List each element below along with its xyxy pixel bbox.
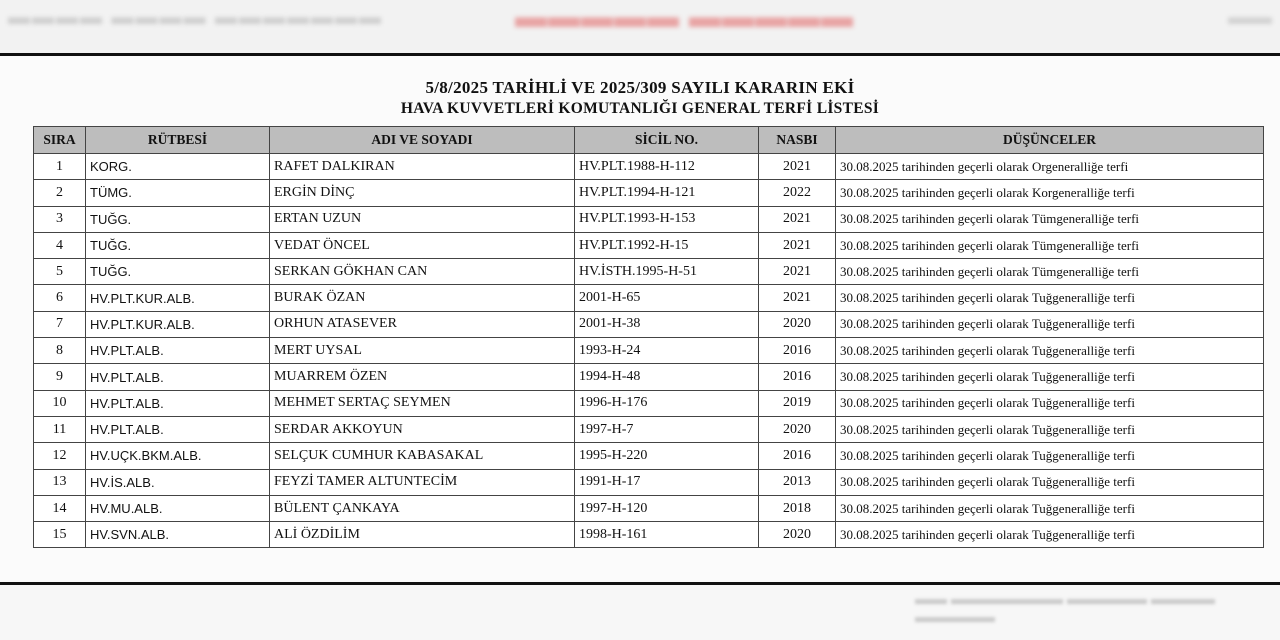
header-rutbesi: RÜTBESİ [86, 127, 270, 154]
cell-dusunceler: 30.08.2025 tarihinden geçerli olarak Tümgeneralliğe terfi [836, 259, 1264, 285]
cell-sira: 15 [34, 522, 86, 548]
cell-rutbe: HV.MU.ALB. [86, 495, 270, 521]
blurred-website-footer [0, 585, 1280, 640]
cell-sira: 7 [34, 311, 86, 337]
cell-nasbi: 2020 [759, 311, 836, 337]
table-row [34, 495, 1264, 521]
cell-sicil-no: 1991-H-17 [575, 469, 759, 495]
cell-dusunceler: 30.08.2025 tarihinden geçerli olarak Tuğgeneralliğe terfi [836, 285, 1264, 311]
cell-nasbi: 2021 [759, 285, 836, 311]
table-row [34, 206, 1264, 232]
cell-nasbi: 2013 [759, 469, 836, 495]
table-row [34, 364, 1264, 390]
blurred-header-text-right: ▬▬ [1228, 4, 1272, 29]
cell-dusunceler: 30.08.2025 tarihinden geçerli olarak Tuğgeneralliğe terfi [836, 364, 1264, 390]
cell-nasbi: 2016 [759, 364, 836, 390]
cell-sira: 6 [34, 285, 86, 311]
cell-rutbe: HV.İS.ALB. [86, 469, 270, 495]
cell-sira: 9 [34, 364, 86, 390]
table-row [34, 338, 1264, 364]
cell-adi-soyadi: SELÇUK CUMHUR KABASAKAL [270, 443, 575, 469]
cell-sicil-no: 1994-H-48 [575, 364, 759, 390]
cell-sicil-no: HV.PLT.1993-H-153 [575, 206, 759, 232]
cell-nasbi: 2021 [759, 259, 836, 285]
cell-dusunceler: 30.08.2025 tarihinden geçerli olarak Tuğgeneralliğe terfi [836, 416, 1264, 442]
cell-nasbi: 2020 [759, 522, 836, 548]
table-header-row [34, 127, 1264, 154]
table-row [34, 522, 1264, 548]
cell-nasbi: 2021 [759, 232, 836, 258]
cell-sicil-no: 1993-H-24 [575, 338, 759, 364]
cell-sira: 4 [34, 232, 86, 258]
cell-sicil-no: 2001-H-38 [575, 311, 759, 337]
table-row [34, 390, 1264, 416]
cell-dusunceler: 30.08.2025 tarihinden geçerli olarak Tuğgeneralliğe terfi [836, 338, 1264, 364]
cell-rutbe: HV.PLT.KUR.ALB. [86, 285, 270, 311]
cell-nasbi: 2020 [759, 416, 836, 442]
cell-sicil-no: 1996-H-176 [575, 390, 759, 416]
table-row [34, 469, 1264, 495]
header-sicil-no: SİCİL NO. [575, 127, 759, 154]
table-row [34, 443, 1264, 469]
cell-adi-soyadi: ALİ ÖZDİLİM [270, 522, 575, 548]
cell-sira: 14 [34, 495, 86, 521]
cell-adi-soyadi: ORHUN ATASEVER [270, 311, 575, 337]
blurred-header-text-left: ▬▬▬▬ ▬▬▬▬ ▬▬▬▬▬▬▬ [8, 4, 383, 29]
cell-dusunceler: 30.08.2025 tarihinden geçerli olarak Tuğgeneralliğe terfi [836, 522, 1264, 548]
cell-rutbe: HV.PLT.ALB. [86, 390, 270, 416]
cell-rutbe: TUĞG. [86, 232, 270, 258]
cell-nasbi: 2018 [759, 495, 836, 521]
cell-adi-soyadi: MEHMET SERTAÇ SEYMEN [270, 390, 575, 416]
cell-dusunceler: 30.08.2025 tarihinden geçerli olarak Tuğgeneralliğe terfi [836, 390, 1264, 416]
cell-adi-soyadi: FEYZİ TAMER ALTUNTECİM [270, 469, 575, 495]
cell-sira: 5 [34, 259, 86, 285]
cell-dusunceler: 30.08.2025 tarihinden geçerli olarak Korgeneralliğe terfi [836, 180, 1264, 206]
cell-adi-soyadi: RAFET DALKIRAN [270, 154, 575, 180]
cell-nasbi: 2022 [759, 180, 836, 206]
table-row [34, 154, 1264, 180]
cell-rutbe: HV.PLT.ALB. [86, 364, 270, 390]
cell-adi-soyadi: ERTAN UZUN [270, 206, 575, 232]
promotion-table [33, 126, 1264, 548]
cell-nasbi: 2021 [759, 206, 836, 232]
cell-sira: 8 [34, 338, 86, 364]
cell-rutbe: HV.PLT.KUR.ALB. [86, 311, 270, 337]
cell-nasbi: 2016 [759, 338, 836, 364]
cell-sira: 1 [34, 154, 86, 180]
cell-adi-soyadi: MUARREM ÖZEN [270, 364, 575, 390]
document-subtitle: HAVA KUVVETLERİ KOMUTANLIĞI GENERAL TERFİ LİSTESİ [400, 100, 880, 117]
blurred-footer-text: ▬▬ ▬▬▬▬▬▬▬ ▬▬▬▬▬ ▬▬▬▬ ▬▬▬▬▬ [915, 591, 1215, 626]
cell-adi-soyadi: BÜLENT ÇANKAYA [270, 495, 575, 521]
cell-sicil-no: 1997-H-7 [575, 416, 759, 442]
cell-sicil-no: HV.PLT.1992-H-15 [575, 232, 759, 258]
cell-rutbe: HV.PLT.ALB. [86, 338, 270, 364]
cell-adi-soyadi: VEDAT ÖNCEL [270, 232, 575, 258]
cell-rutbe: HV.SVN.ALB. [86, 522, 270, 548]
cell-adi-soyadi: SERDAR AKKOYUN [270, 416, 575, 442]
cell-sicil-no: 1995-H-220 [575, 443, 759, 469]
table-row [34, 259, 1264, 285]
cell-nasbi: 2016 [759, 443, 836, 469]
cell-dusunceler: 30.08.2025 tarihinden geçerli olarak Orgeneralliğe terfi [836, 154, 1264, 180]
document-scan [0, 56, 1280, 582]
cell-rutbe: KORG. [86, 154, 270, 180]
cell-sicil-no: 1998-H-161 [575, 522, 759, 548]
cell-sira: 10 [34, 390, 86, 416]
cell-sicil-no: 2001-H-65 [575, 285, 759, 311]
cell-sicil-no: 1997-H-120 [575, 495, 759, 521]
header-sira: SIRA [34, 127, 86, 154]
cell-dusunceler: 30.08.2025 tarihinden geçerli olarak Tuğgeneralliğe terfi [836, 469, 1264, 495]
table-row [34, 232, 1264, 258]
header-adi-soyadi: ADI VE SOYADI [270, 127, 575, 154]
cell-sira: 11 [34, 416, 86, 442]
cell-rutbe: HV.UÇK.BKM.ALB. [86, 443, 270, 469]
cell-dusunceler: 30.08.2025 tarihinden geçerli olarak Tümgeneralliğe terfi [836, 206, 1264, 232]
cell-sira: 12 [34, 443, 86, 469]
cell-dusunceler: 30.08.2025 tarihinden geçerli olarak Tuğgeneralliğe terfi [836, 311, 1264, 337]
cell-nasbi: 2021 [759, 154, 836, 180]
cell-adi-soyadi: ERGİN DİNÇ [270, 180, 575, 206]
header-nasbi: NASBI [759, 127, 836, 154]
header-dusunceler: DÜŞÜNCELER [836, 127, 1264, 154]
cell-dusunceler: 30.08.2025 tarihinden geçerli olarak Tümgeneralliğe terfi [836, 232, 1264, 258]
document-title: 5/8/2025 TARİHLİ VE 2025/309 SAYILI KARARIN EKİ [425, 78, 855, 97]
cell-sira: 2 [34, 180, 86, 206]
blurred-brand-logo: ▬▬▬▬▬ ▬▬▬▬▬ [515, 0, 854, 34]
cell-sira: 3 [34, 206, 86, 232]
cell-adi-soyadi: MERT UYSAL [270, 338, 575, 364]
table-row [34, 311, 1264, 337]
table-row [34, 180, 1264, 206]
cell-sira: 13 [34, 469, 86, 495]
cell-rutbe: HV.PLT.ALB. [86, 416, 270, 442]
cell-rutbe: TÜMG. [86, 180, 270, 206]
cell-dusunceler: 30.08.2025 tarihinden geçerli olarak Tuğgeneralliğe terfi [836, 495, 1264, 521]
cell-rutbe: TUĞG. [86, 206, 270, 232]
table-body [34, 154, 1264, 548]
table-row [34, 285, 1264, 311]
cell-sicil-no: HV.İSTH.1995-H-51 [575, 259, 759, 285]
cell-dusunceler: 30.08.2025 tarihinden geçerli olarak Tuğgeneralliğe terfi [836, 443, 1264, 469]
cell-sicil-no: HV.PLT.1988-H-112 [575, 154, 759, 180]
cell-adi-soyadi: SERKAN GÖKHAN CAN [270, 259, 575, 285]
cell-sicil-no: HV.PLT.1994-H-121 [575, 180, 759, 206]
cell-rutbe: TUĞG. [86, 259, 270, 285]
table-row [34, 416, 1264, 442]
blurred-website-header [0, 0, 1280, 53]
cell-nasbi: 2019 [759, 390, 836, 416]
cell-adi-soyadi: BURAK ÖZAN [270, 285, 575, 311]
